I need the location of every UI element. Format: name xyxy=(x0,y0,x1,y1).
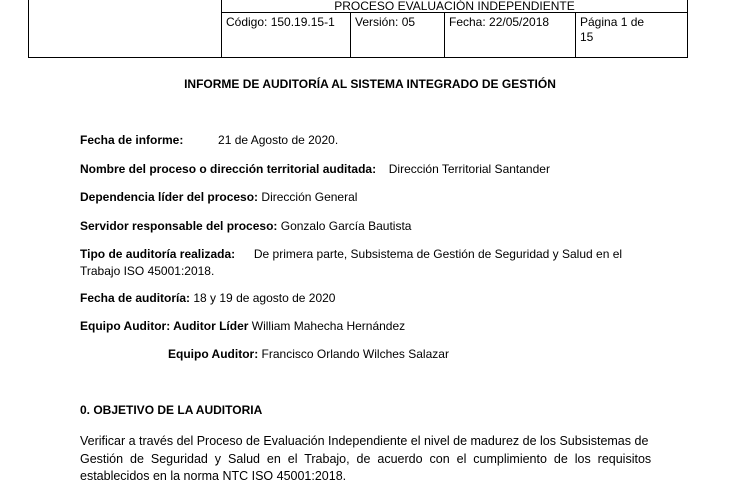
audit-type-value-line1: De primera parte, Subsistema de Gestión de Seguridad y Salud en el xyxy=(253,247,623,261)
audit-team-lead-value: William Mahecha Hernández xyxy=(248,319,406,333)
field-process xyxy=(80,161,550,178)
header-process-name: PROCESO EVALUACIÓN INDEPENDIENTE xyxy=(222,0,687,13)
dependency-value: Dirección General xyxy=(258,190,358,204)
field-report-date xyxy=(80,132,338,149)
header-page-line1: Página 1 de xyxy=(580,15,645,29)
field-audit-team-lead xyxy=(80,318,405,335)
field-dependency xyxy=(80,189,357,206)
audit-type-label: Tipo de auditoría realizada: xyxy=(80,247,236,261)
header-page xyxy=(576,13,687,57)
section-objective-body xyxy=(80,433,654,486)
field-responsible xyxy=(80,218,411,235)
audit-type-value-line2: Trabajo ISO 45001:2018. xyxy=(80,264,215,278)
dependency-label: Dependencia líder del proceso: xyxy=(80,190,259,204)
objective-line-3: establecidos en la norma NTC ISO 45001:2018. xyxy=(80,469,347,483)
process-label: Nombre del proceso o dirección territorial auditada: xyxy=(80,162,377,176)
audit-team-member-value: Francisco Orlando Wilches Salazar xyxy=(258,347,449,361)
audit-team-lead-label: Equipo Auditor: Auditor Líder xyxy=(80,319,249,333)
header-code: Código: 150.19.15-1 xyxy=(222,13,351,57)
objective-line-2: Gestión de Seguridad y Salud en el Trabajo, de acuerdo con el cumplimiento de los requisitos xyxy=(80,451,652,466)
header-page-line2: 15 xyxy=(580,30,594,44)
report-date-label: Fecha de informe: xyxy=(80,133,184,147)
process-value: Dirección Territorial Santander xyxy=(388,162,550,176)
header-date: Fecha: 22/05/2018 xyxy=(445,13,576,57)
field-audit-date xyxy=(80,290,335,307)
document-header-table xyxy=(28,0,688,58)
report-date-value: 21 de Agosto de 2020. xyxy=(218,133,339,147)
audit-date-value: 18 y 19 de agosto de 2020 xyxy=(190,291,336,305)
header-version: Versión: 05 xyxy=(351,13,445,57)
section-objective-heading: 0. OBJETIVO DE LA AUDITORIA xyxy=(80,403,263,417)
document-title: INFORME DE AUDITORÍA AL SISTEMA INTEGRADO DE GESTIÓN xyxy=(184,77,556,91)
field-audit-team-member xyxy=(168,346,449,363)
audit-date-label: Fecha de auditoría: xyxy=(80,291,191,305)
responsible-value: Gonzalo García Bautista xyxy=(277,219,412,233)
audit-team-member-label: Equipo Auditor: xyxy=(168,347,259,361)
header-logo-cell xyxy=(29,0,222,57)
responsible-label: Servidor responsable del proceso: xyxy=(80,219,278,233)
objective-line-1: Verificar a través del Proceso de Evaluación Independiente el nivel de madurez de los Subsistemas de xyxy=(80,434,649,448)
field-audit-type xyxy=(80,246,654,280)
